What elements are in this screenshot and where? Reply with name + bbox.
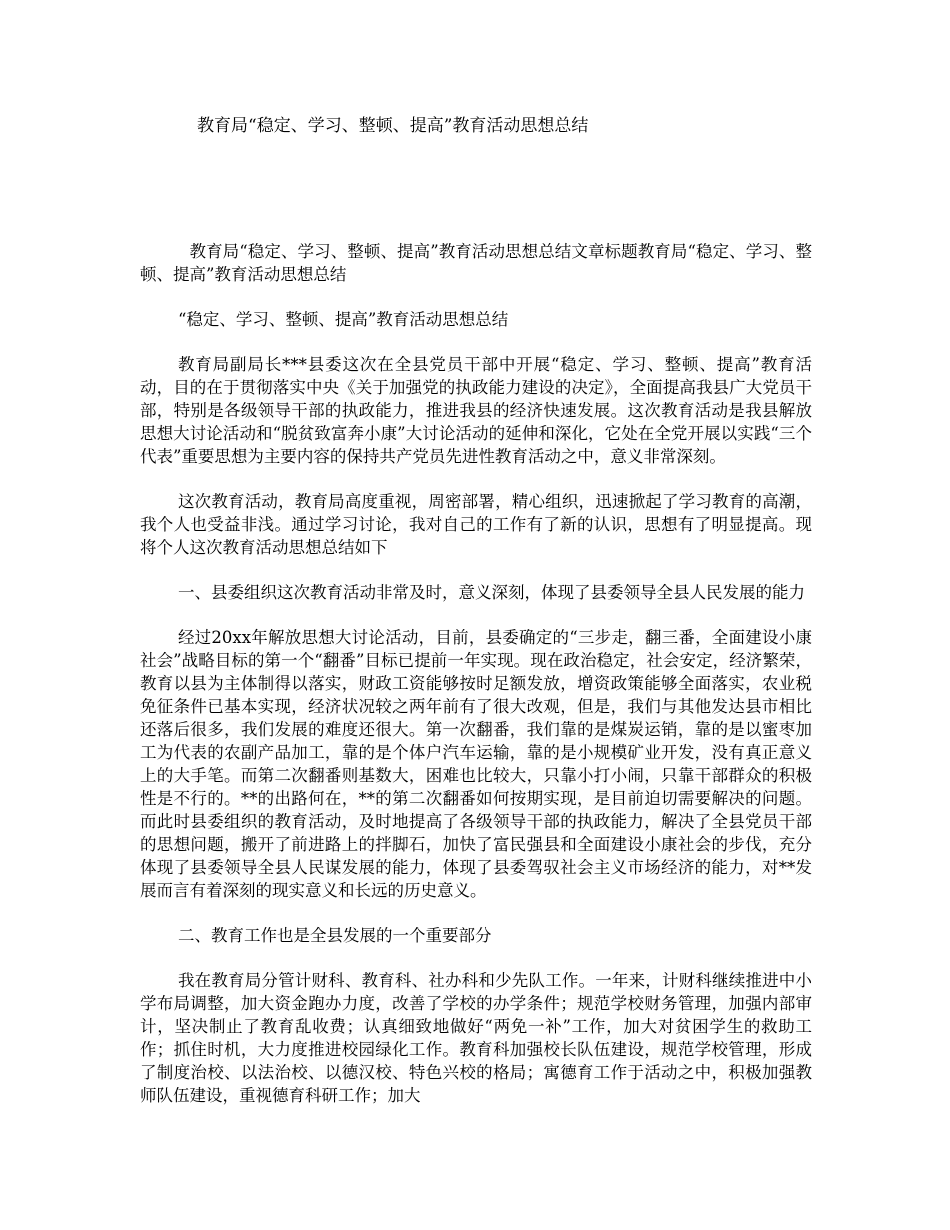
paragraph-section-two: 我在教育局分管计财科、教育科、社办科和少先队工作。一年来，计财科继续推进中小学布局调整，加大资金跑办力度，改善了学校的办学条件；规范学校财务管理，加强内部审计，坚决制止了教育乱收费；认真细致地做好“两免一补”工作，加大对贫困学生的救助工作；抓住时机，大力度推进校园绿化工作。教育科加强校长队伍建设，规范学校管理，形成了制度治校、以法治校、以德汉校、特色兴校的格局；寓德育工作于活动之中，积极加强教师队伍建设，重视德育科研工作；加大 <box>140 971 812 1105</box>
document-body <box>140 240 812 1129</box>
paragraph-section-one: 经过20xx年解放思想大讨论活动，目前，县委确定的“三步走，翻三番，全面建设小康社会”战略目标的第一个“翻番”目标已提前一年实现。现在政治稳定，社会安定，经济繁荣，教育以县为主体制得以落实，财政工资能够按时足额发放，增资政策能够全面落实，农业税免征条件已基本实现，经济状况较之两年前有了很大改观，但是，我们与其他发达县市相比还落后很多，我们发展的难度还很大。第一次翻番，我们靠的是煤炭运销，靠的是以蜜枣加工为代表的农副产品加工，靠的是个体户汽车运输，靠的是小规模矿业开发，没有真正意义上的大手笔。而第二次翻番则基数大，困难也比较大，只靠小打小闹，只靠干部群众的积极性是不行的。**的出路何在，**的第二次翻番如何按期实现，是目前迫切需要解决的问题。而此时县委组织的教育活动，及时地提高了各级领导干部的执政能力，解决了全县党员干部的思想问题，搬开了前进路上的拌脚石，加快了富民强县和全面建设小康社会的步伐，充分体现了县委领导全县人民谋发展的能力，体现了县委驾驭社会主义市场经济的能力，对**发展而言有着深刻的现实意义和长远的历史意义。 <box>140 628 812 900</box>
document-title: 教育局“稳定、学习、整顿、提高”教育活动思想总结 <box>197 116 589 136</box>
paragraph-subtitle: “稳定、学习、整顿、提高”教育活动思想总结 <box>177 310 509 329</box>
paragraph-article-heading: 教育局“稳定、学习、整顿、提高”教育活动思想总结文章标题教育局“稳定、学习、整顿、提高”教育活动思想总结 <box>140 242 812 284</box>
paragraph-overview: 这次教育活动，教育局高度重视，周密部署，精心组织，迅速掀起了学习教育的高潮，我个人也受益非浅。通过学习讨论，我对自己的工作有了新的认识，思想有了明显提高。现将个人这次教育活动思想总结如下 <box>140 492 812 557</box>
section-heading-one: 一、县委组织这次教育活动非常及时，意义深刻，体现了县委领导全县人民发展的能力 <box>177 583 805 602</box>
section-heading-two: 二、教育工作也是全县发展的一个重要部分 <box>177 926 492 945</box>
paragraph-intro: 教育局副局长***县委这次在全县党员干部中开展“稳定、学习、整顿、提高”教育活动，目的在于贯彻落实中央《关于加强党的执政能力建设的决定》，全面提高我县广大党员干部，特别是各级领导干部的执政能力，推进我县的经济快速发展。这次教育活动是我县解放思想大讨论活动和“脱贫致富奔小康”大讨论活动的延伸和深化，它处在全党开展以实践“三个代表”重要思想为主要内容的保持共产党员先进性教育活动之中，意义非常深刻。 <box>140 355 812 466</box>
